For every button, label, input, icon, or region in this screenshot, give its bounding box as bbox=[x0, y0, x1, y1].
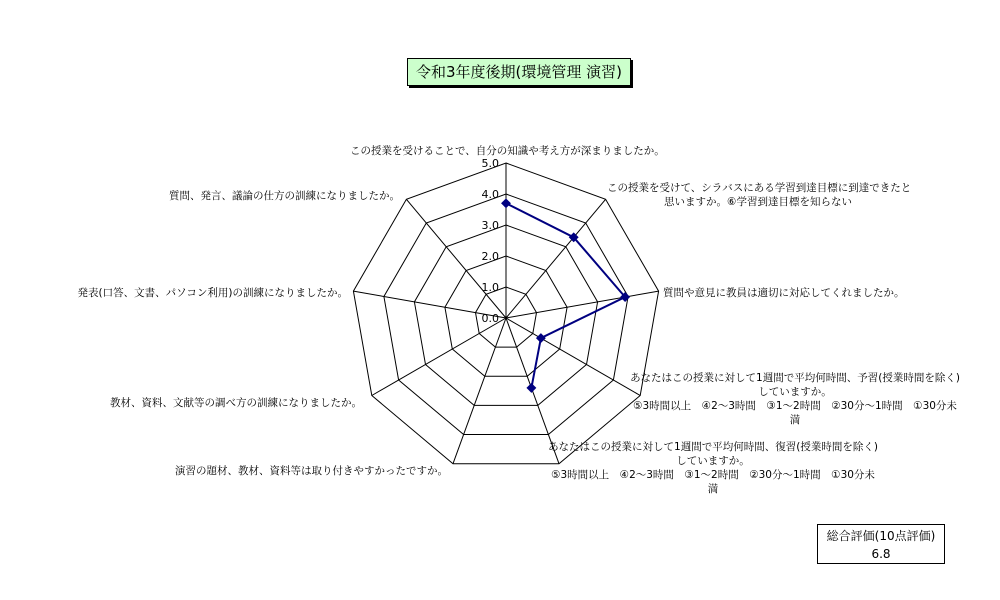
axis-label bbox=[663, 286, 905, 300]
axis-label-line: 満 bbox=[707, 483, 719, 495]
axis-label bbox=[530, 440, 896, 496]
axis-label-line: 演習の題材、教材、資料等は取り付きやすかったですか。 bbox=[175, 465, 448, 477]
tick-label: 4.0 bbox=[481, 188, 499, 201]
summary-value: 6.8 bbox=[871, 547, 891, 561]
axis-spoke bbox=[453, 318, 506, 464]
tick-label: 2.0 bbox=[481, 250, 499, 263]
axis-label-line: 質問や意見に教員は適切に対応してくれましたか。 bbox=[663, 287, 905, 299]
axis-label bbox=[612, 371, 978, 427]
axis-label-line: 質問、発言、議論の仕方の訓練になりましたか。 bbox=[169, 190, 400, 202]
axis-label-line: していますか。 bbox=[676, 455, 750, 467]
axis-label-line: ⑤3時間以上 ④2～3時間 ③1～2時間 ②30分～1時間 ①30分未 bbox=[551, 469, 875, 481]
axis-label bbox=[175, 464, 448, 478]
data-point bbox=[501, 198, 511, 208]
axis-label-line: 教材、資料、文献等の調べ方の訓練になりましたか。 bbox=[110, 397, 362, 409]
axis-label-line: この授業を受けて、シラバスにある学習到達目標に到達できたと bbox=[607, 182, 912, 194]
axis-label bbox=[169, 189, 400, 203]
axis-label bbox=[350, 144, 665, 158]
axis-label-line: この授業を受けることで、自分の知識や考え方が深まりましたか。 bbox=[350, 145, 665, 157]
data-point bbox=[536, 333, 546, 343]
axis-label-line: あなたはこの授業に対して1週間で平均何時間、復習(授業時間を除く) bbox=[548, 441, 878, 453]
axis-label-line: 思いますか。⑥学習到達目標を知らない bbox=[664, 196, 852, 208]
summary-box bbox=[817, 524, 945, 564]
axis-label-line: していますか。 bbox=[758, 386, 832, 398]
axis-label-line: 満 bbox=[789, 414, 801, 426]
axis-spoke bbox=[372, 318, 506, 396]
axis-spoke bbox=[506, 199, 606, 318]
tick-label: 3.0 bbox=[481, 219, 499, 232]
summary-label: 総合評価(10点評価) bbox=[826, 529, 936, 543]
tick-label: 1.0 bbox=[481, 281, 499, 294]
tick-label: 0.0 bbox=[481, 312, 499, 325]
axis-label-line: あなたはこの授業に対して1週間で平均何時間、予習(授業時間を除く) bbox=[630, 372, 960, 384]
chart-title: 令和3年度後期(環境管理 演習) bbox=[407, 58, 631, 86]
tick-label: 5.0 bbox=[481, 157, 499, 170]
axis-label bbox=[607, 181, 912, 209]
data-point bbox=[526, 383, 536, 393]
axis-label-line: ⑤3時間以上 ④2～3時間 ③1～2時間 ②30分～1時間 ①30分未 bbox=[633, 400, 957, 412]
axis-label bbox=[78, 286, 348, 300]
axis-label-line: 発表(口答、文書、パソコン利用)の訓練になりましたか。 bbox=[77, 287, 348, 299]
axis-label bbox=[110, 396, 362, 410]
axis-spoke bbox=[506, 291, 659, 318]
